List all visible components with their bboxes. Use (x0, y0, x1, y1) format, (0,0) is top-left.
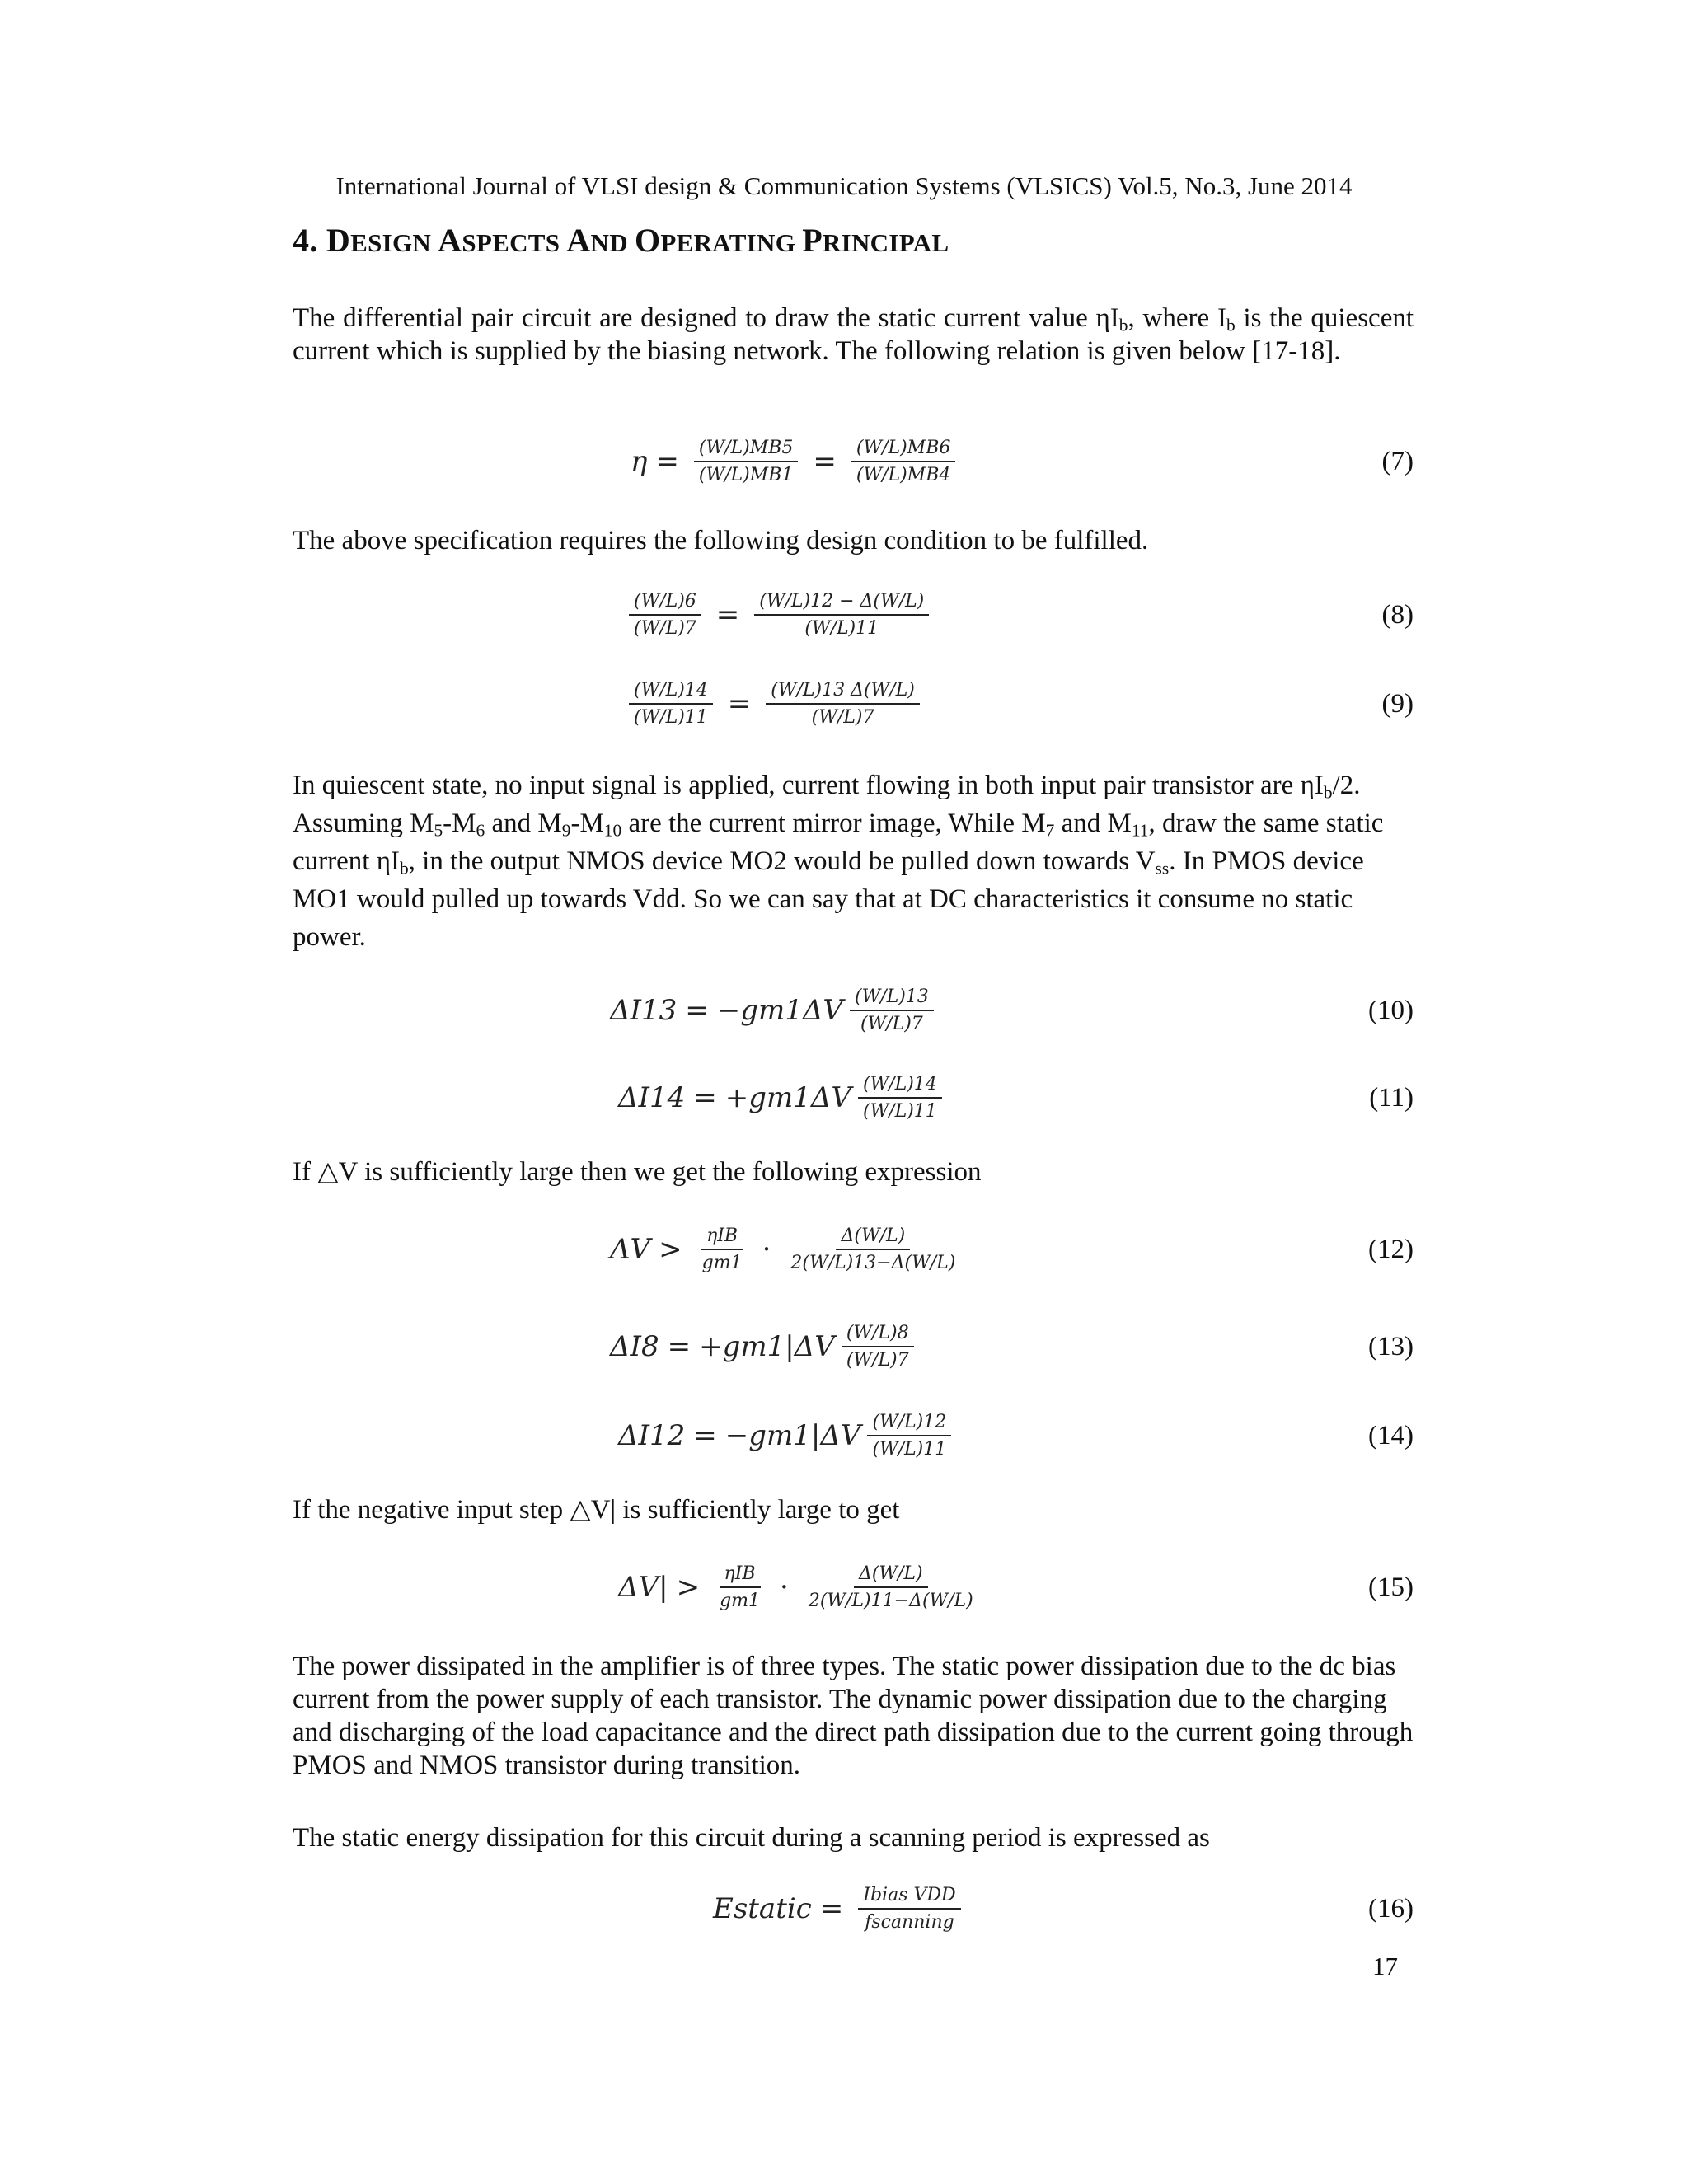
paragraph-large-delta-v: If △V is sufficiently large then we get the following expression (293, 1157, 982, 1187)
equation-8: $\frac{(W/L)6}{(W/L)7}$ = $\frac{(W/L)12 - \Delta(W/L)}{(W/L)11}$ (8) (293, 582, 1414, 648)
equation-number: (9) (1381, 688, 1414, 719)
equation-7: η = $\frac{(W/L)MB5}{(W/L)MB1}$ = $\frac{(W/L)MB6}{(W/L)MB4}$ (7) (631, 438, 1414, 485)
equation-14: ΔI12 = −gm1|ΔV $\frac{(W/L)12}{(W/L)11}$ (14) (618, 1412, 1414, 1460)
equation-number: (16) (1368, 1893, 1414, 1924)
equation-number: (10) (1368, 995, 1414, 1025)
equation-number: (13) (1368, 1331, 1414, 1361)
equation-11: ΔI14 = +gm1ΔV $\frac{(W/L)14}{(W/L)11}$ (11) (618, 1074, 1414, 1122)
equation-number: (8) (1381, 599, 1414, 630)
paragraph-quiescent-state: In quiescent state, no input signal is applied, current flowing in both input pair transistor are $\eta I_b/2$. Assuming $M_5-M_6$ and $M_9-M_{10}$ are the current mirror image, While $M_7$ and $M_{11}$, draw the same static current $\eta I_b$, in the output NMOS device MO2 would be pulled down towards $V_{ss}$. In PMOS device MO1 would pulled up towards Vdd. So we can say that at DC characteristics it consume no static power. (293, 771, 1384, 952)
equation-10: ΔI13 = −gm1ΔV $\frac{(W/L)13}{(W/L)7}$ (10) (610, 987, 1414, 1034)
paragraph-static-energy: The static energy dissipation for this circuit during a scanning period is expressed as (293, 1823, 1210, 1853)
equation-9: $\frac{(W/L)14}{(W/L)11}$ = $\frac{(W/L)13 \Delta(W/L)}{(W/L)7}$ (9) (293, 671, 1414, 737)
running-head: International Journal of VLSI design & Communication Systems (VLSICS) Vol.5, No.3, June 2014 (335, 171, 1353, 200)
paragraph-negative-step: If the negative input step △V| is sufficiently large to get (293, 1495, 900, 1525)
page-number: 17 (1372, 1952, 1398, 1980)
paragraph-intro: The differential pair circuit are designed to draw the static current value $\eta I_b$, where $I_b$ is the quiescent current which is supplied by the biasing network. The following relation is given below [17-18]. (293, 303, 1414, 366)
equation-number: (7) (1381, 446, 1414, 476)
equation-12: ΛV > $\frac{\text{ηIB}}{gm1}$ · $\frac{\Delta(W/L)}{2(W/L)13-\Delta(W/L)}$ (12) (610, 1226, 1414, 1273)
equation-13: ΔI8 = +gm1|ΔV $\frac{(W/L)8}{(W/L)7}$ (13) (610, 1323, 1414, 1371)
equation-number: (14) (1368, 1420, 1414, 1451)
paragraph-power-dissipation: The power dissipated in the amplifier is of three types. The static power dissipation due to the dc bias current from the power supply of each transistor. The dynamic power dissipation due to the charging and discharging of the load capacitance and the direct path dissipation due to the current going through PMOS and NMOS transistor during transition. (293, 1652, 1414, 1780)
paragraph-design-condition: The above specification requires the following design condition to be fulfilled. (293, 526, 1149, 555)
equation-number: (15) (1368, 1572, 1414, 1602)
equation-number: (11) (1369, 1082, 1414, 1113)
equation-16: Estatic = $\frac{\text{Ibias VDD}}{\text{fscanning}}$ (16) (713, 1885, 1414, 1933)
equation-number: (12) (1368, 1234, 1414, 1264)
section-heading: 4. DESIGN ASPECTS AND OPERATING PRINCIPAL (293, 222, 950, 259)
section-number: 4. (293, 222, 318, 259)
equation-15: ΔV| > $\frac{\text{ηIB}}{gm1}$ · $\frac{\Delta(W/L)}{2(W/L)11-\Delta(W/L)}$ (15) (618, 1563, 1414, 1611)
